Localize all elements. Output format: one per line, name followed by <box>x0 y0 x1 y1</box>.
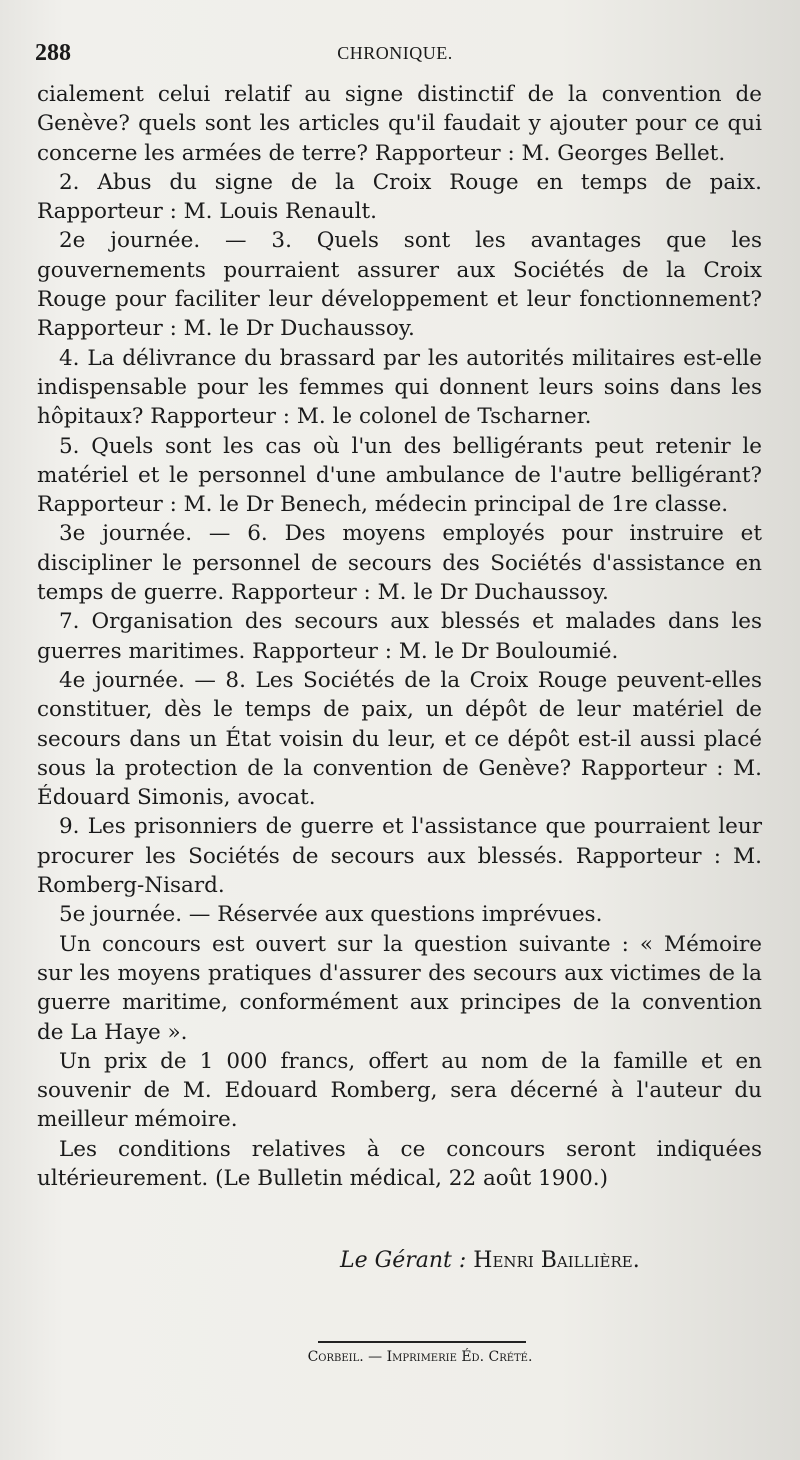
signature-name: Henri Baillière. <box>473 1248 640 1273</box>
page-header <box>35 40 755 70</box>
paragraph: Un concours est ouvert sur la question suivante : « Mémoire sur les moyens pratiques d'assurer des secours aux victimes de la guerre maritime, conformément aux principes de la convention de La Haye ». <box>37 931 762 1045</box>
paragraph: 2e journée. — 3. Quels sont les avantages que les gouvernements pourraient assurer aux Sociétés de la Croix Rouge pour faciliter leur développement et leur fonctionnement? Rapporteur : M. le Dr Duchaussoy. <box>37 228 762 342</box>
paragraph: 5e journée. — Réservée aux questions imprévues. <box>59 902 603 928</box>
paragraph: 9. Les prisonniers de guerre et l'assistance que pourraient leur procurer les Sociétés de secours aux blessés. Rapporteur : M. Romberg-Nisard. <box>37 814 762 899</box>
paragraph: 4. La délivrance du brassard par les autorités militaires est-elle indispensable pour les femmes qui donnent leurs soins dans les hôpitaux? Rapporteur : M. le colonel de Tscharner. <box>37 345 762 430</box>
paragraph: 5. Quels sont les cas où l'un des belligérants peut retenir le matériel et le personnel d'une ambulance de l'autre belligérant? Rapporteur : M. le Dr Benech, médecin principal de 1re classe. <box>37 433 762 518</box>
paragraph: Un prix de 1 000 francs, offert au nom de la famille et en souvenir de M. Edouard Romberg, sera décerné à l'auteur du meilleur mémoire. <box>37 1048 762 1133</box>
paragraph: 3e journée. — 6. Des moyens employés pour instruire et discipliner le personnel de secours des Sociétés d'assistance en temps de guerre. Rapporteur : M. le Dr Duchaussoy. <box>37 521 762 606</box>
paragraph: 2. Abus du signe de la Croix Rouge en temps de paix. Rapporteur : M. Louis Renault. <box>37 169 762 225</box>
paragraph: cialement celui relatif au signe distinctif de la convention de Genève? quels sont les articles qu'il faudait y ajouter pour ce qui concerne les armées de terre? Rapporteur : M. Georges Bellet. <box>37 82 762 166</box>
page-number: 288 <box>35 40 71 66</box>
printer-imprint: Corbeil. — Imprimerie Éd. Crété. <box>307 1349 533 1365</box>
paragraph: 7. Organisation des secours aux blessés et malades dans les guerres maritimes. Rapporteur : M. le Dr Bouloumié. <box>37 609 762 664</box>
signature <box>340 1248 640 1273</box>
paragraph: Les conditions relatives à ce concours seront indiquées ultérieurement. (Le Bulletin médical, 22 août 1900.) <box>37 1136 762 1191</box>
signature-label: Le Gérant : <box>340 1248 467 1273</box>
divider <box>318 1341 526 1343</box>
paragraph: 4e journée. — 8. Les Sociétés de la Croix Rouge peuvent-elles constituer, dès le temps de paix, un dépôt de leur matériel de secours dans un État voisin du leur, et ce dépôt est-il aussi placé sous la protection de la convention de Genève? Rapporteur : M. Édouard Simonis, avocat. <box>37 667 762 811</box>
running-title: CHRONIQUE. <box>337 43 453 63</box>
body-text <box>37 80 762 1193</box>
